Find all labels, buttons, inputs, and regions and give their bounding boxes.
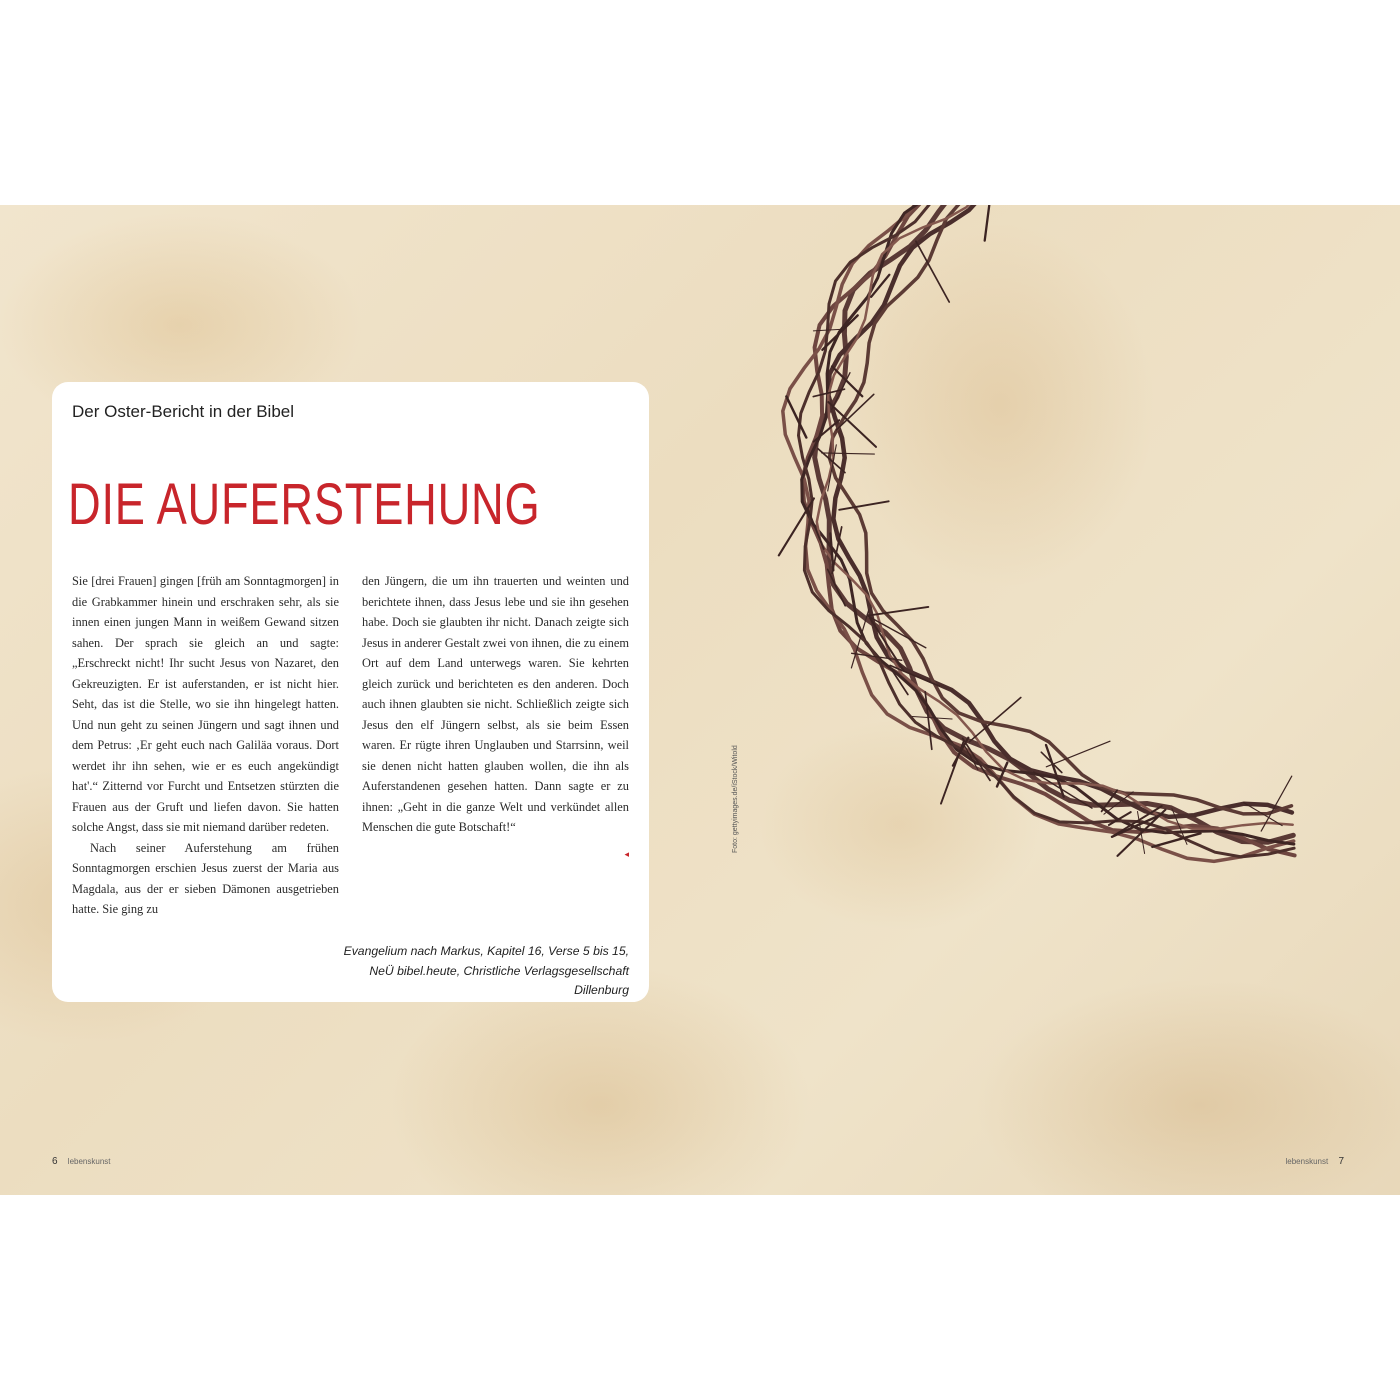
thorn	[1046, 741, 1110, 767]
magazine-name-right: lebenskunst	[1285, 1157, 1329, 1166]
bible-source-citation: Evangelium nach Markus, Kapitel 16, Verse 5 bis 15, NeÜ bibel.heute, Christliche Verlagsgesellschaft Dillenburg	[343, 944, 629, 997]
thorn-branch	[799, 205, 1354, 857]
article-kicker: Der Oster-Bericht in der Bibel	[72, 402, 295, 421]
article-headline: DIE AUFERSTEHUNG	[68, 472, 541, 537]
thorn	[786, 397, 806, 438]
footer-left	[52, 1156, 111, 1167]
article-column-left	[72, 571, 339, 920]
footer-right	[1286, 1156, 1345, 1167]
magazine-name-left: lebenskunst	[67, 1157, 111, 1166]
article-card	[52, 382, 649, 1002]
thorn	[851, 610, 868, 668]
article-column-right	[362, 571, 629, 864]
article-paragraph: Nach seiner Auferstehung am frühen Sonntagmorgen erschien Jesus zuerst der Maria aus Magdala, aus der er sieben Dämonen ausgetrieben hatte. Sie ging zu	[72, 840, 339, 916]
page-number-left: 6	[52, 1156, 58, 1167]
end-mark-icon: ◂	[624, 848, 629, 859]
thorn	[985, 205, 993, 241]
article-paragraph: Sie [drei Frauen] gingen [früh am Sonntagmorgen] in die Grabkammer hinein und erschraken sehr, als sie innen einen jungen Mann in weißem Gewand sitzen sahen. Der sprach sie gleich an und sagte: „Erschreckt nicht! Ihr sucht Jesus von Nazaret, den Gekreuzigten. Er ist auferstanden, er ist nicht hier. Seht, das ist die Stelle, wo sie ihn hingelegt hatten. Und nun geht zu seinen Jüngern und sagt ihnen und dem Petrus: ‚Er geht euch nach Galiläa voraus. Dort werdet ihr ihn sehen, wie er es euch angekündigt hat'.“ Zitternd vor Furcht und Entsetzen stürzten die Frauen aus der Gruft und liefen davon. Sie hatten solche Angst, dass sie mit niemand darüber redeten.	[72, 574, 339, 834]
magazine-spread	[0, 205, 1400, 1195]
article-paragraph: den Jüngern, die um ihn trauerten und weinten und berichtete ihnen, dass Jesus lebe und sie ihn gesehen habe. Doch sie glaubten ihr nicht. Danach zeigte sich Jesus in anderer Gestalt zwei von ihnen, die zu einem Ort auf dem Land unterwegs waren. Sie kehrten gleich zurück und berichteten es den anderen. Doch auch ihnen glaubten sie nicht. Schließlich zeigte sich Jesus den elf Jüngern selbst, als sie beim Essen waren. Er rügte ihren Unglauben und Starrsinn, weil sie denen nicht hatten glauben wollen, die ihn als Auferstandenen gesehen hatten. Dann sagte er zu ihnen: „Geht in die ganze Welt und verkündet allen Menschen die gute Botschaft!“	[362, 574, 629, 834]
thorn	[839, 501, 888, 510]
thorn-branch	[829, 205, 1341, 814]
thorn	[925, 692, 932, 750]
page-number-right: 7	[1338, 1156, 1344, 1167]
photo-credit: Foto: gettyimages.de/iStock/Witold	[732, 745, 739, 853]
